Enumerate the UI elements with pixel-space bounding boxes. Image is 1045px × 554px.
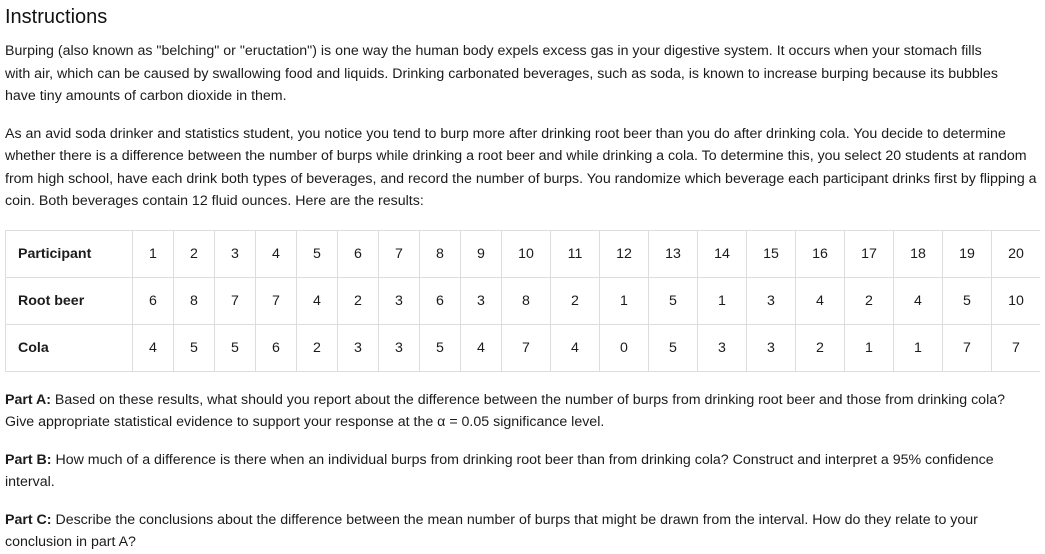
table-cell: 1 [698,277,747,324]
table-cell: 5 [297,230,338,277]
table-cell: 3 [338,324,379,371]
part-b-question [5,449,1017,494]
table-cell: 5 [420,324,461,371]
scenario-paragraph: As an avid soda drinker and statistics student, you notice you tend to burp more after drinking root beer than you do after drinking cola. You decide to determine whether there is a difference between the number of burps while drinking a root beer and while drinking a cola. To determine this, you select 20 students at random from high school, have each drink both types of beverages, and record the number of burps. You randomize which beverage each participant drinks first by flipping a coin. Both beverages contain 12 fluid ounces. Here are the results: [5,125,1037,209]
table-cell: 3 [747,324,796,371]
table-cell: 13 [649,230,698,277]
part-c-question [5,509,1005,554]
table-cell: 14 [698,230,747,277]
table-cell: 5 [943,277,992,324]
table-cell: 7 [256,277,297,324]
table-cell: 3 [747,277,796,324]
table-cell: 3 [215,230,256,277]
table-cell: 2 [551,277,600,324]
part-c-text: Describe the conclusions about the difference between the mean number of burps that might be drawn from the interval. How do they relate to your conclusion in part A? [5,511,978,550]
table-cell: 2 [338,277,379,324]
row-header: Cola [6,324,133,371]
table-cell: 8 [502,277,551,324]
table-cell: 12 [600,230,649,277]
table-cell: 8 [420,230,461,277]
instructions-page [5,0,1045,554]
table-cell: 3 [461,277,502,324]
cola-row [6,324,1041,371]
table-cell: 20 [992,230,1041,277]
table-cell: 5 [174,324,215,371]
questions [5,389,1045,554]
table-cell: 2 [297,324,338,371]
table-cell: 6 [420,277,461,324]
table-cell: 1 [600,277,649,324]
table-cell: 9 [461,230,502,277]
table-cell: 2 [796,324,845,371]
table-cell: 7 [992,324,1041,371]
table-cell: 5 [649,324,698,371]
part-b-label: Part B: [5,451,52,468]
part-c-label: Part C: [5,511,52,528]
table-cell: 15 [747,230,796,277]
table-cell: 8 [174,277,215,324]
table-cell: 6 [133,277,174,324]
part-b-text: How much of a difference is there when an individual burps from drinking root beer than from drinking cola? Construct and interpret a 95% confidence interval. [5,451,994,490]
table-cell: 10 [992,277,1041,324]
table-cell: 7 [502,324,551,371]
table-cell: 18 [894,230,943,277]
table-cell: 11 [551,230,600,277]
table-cell: 4 [297,277,338,324]
table-cell: 6 [338,230,379,277]
table-cell: 7 [943,324,992,371]
table-cell: 5 [215,324,256,371]
table-cell: 1 [133,230,174,277]
table-cell: 3 [379,277,420,324]
table-cell: 6 [256,324,297,371]
part-a-label: Part A: [5,391,51,408]
page-title: Instructions [5,6,108,28]
table-cell: 1 [845,324,894,371]
table-cell: 4 [133,324,174,371]
row-header: Participant [6,230,133,277]
part-a-question [5,389,1017,434]
table-cell: 3 [379,324,420,371]
results-table [5,230,1040,372]
part-a-text: Based on these results, what should you report about the difference between the number of burps from drinking root beer and those from drinking cola? Give appropriate statistical evidence to support your response at the α = 0.05 significance level. [5,391,1006,430]
table-cell: 0 [600,324,649,371]
table-cell: 4 [256,230,297,277]
table-cell: 2 [845,277,894,324]
row-header: Root beer [6,277,133,324]
table-cell: 4 [551,324,600,371]
table-cell: 7 [379,230,420,277]
root-beer-row [6,277,1041,324]
table-cell: 5 [649,277,698,324]
table-cell: 4 [461,324,502,371]
table-cell: 7 [215,277,256,324]
table-cell: 10 [502,230,551,277]
table-cell: 4 [894,277,943,324]
table-cell: 17 [845,230,894,277]
table-cell: 19 [943,230,992,277]
table-cell: 4 [796,277,845,324]
table-cell: 3 [698,324,747,371]
table-cell: 16 [796,230,845,277]
table-cell: 1 [894,324,943,371]
participant-row [6,230,1041,277]
intro-paragraph: Burping (also known as "belching" or "eructation") is one way the human body expels excess gas in your digestive system. It occurs when your stomach fills with air, which can be caused by swallowing food and liquids. Drinking carbonated beverages, such as soda, is known to increase burping because its bubbles have tiny amounts of carbon dioxide in them. [5,43,998,104]
table-cell: 2 [174,230,215,277]
